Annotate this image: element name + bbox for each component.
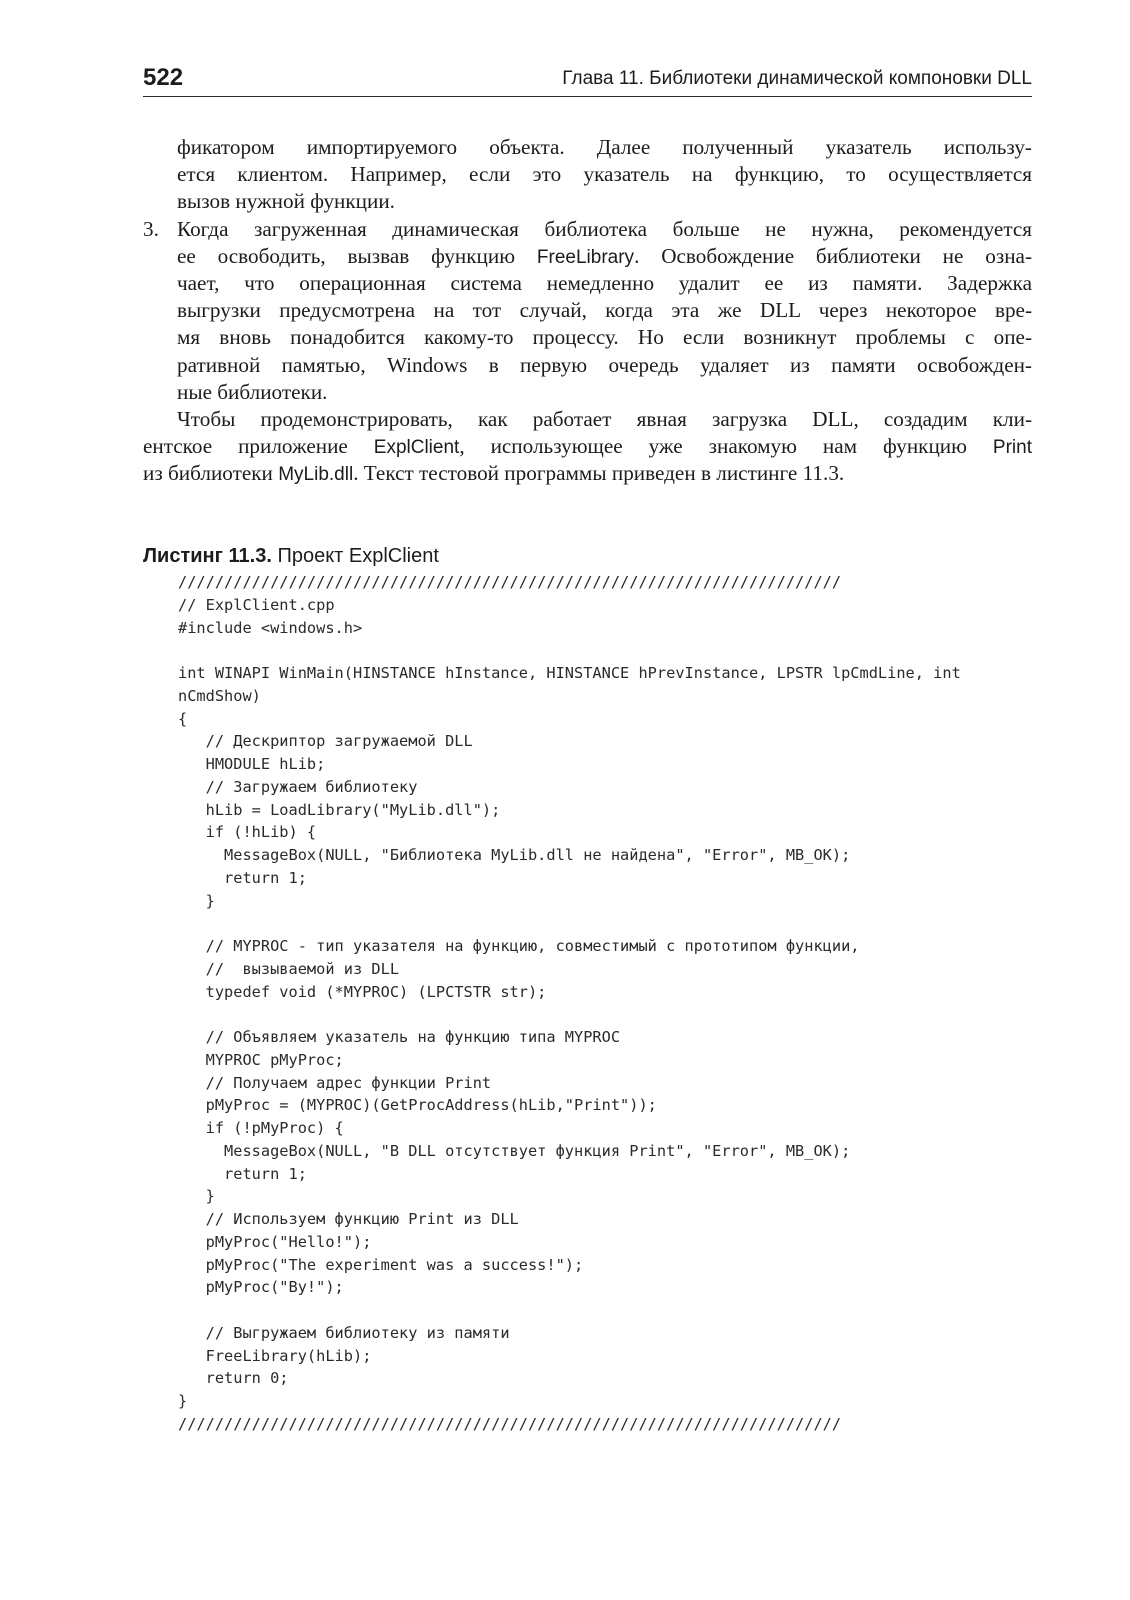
listing-caption	[143, 543, 439, 569]
text-fragment: ее освободить, вызвав функцию	[177, 243, 537, 268]
code-line	[178, 912, 1032, 935]
list-item-3-line: мя вновь понадобится какому-то процессу. Но если возникнут проблемы с опе-	[177, 325, 1032, 350]
code-line: // Дескриптор загружаемой DLL	[178, 732, 473, 751]
code-line: }	[178, 1392, 188, 1410]
list-item-3-line: ративной памятью, Windows в первую очередь удаляет из памяти освобожден-	[177, 352, 1032, 377]
code-line	[178, 1299, 1032, 1322]
code-line: pMyProc("Hello!");	[178, 1232, 372, 1251]
code-line: // Загружаем библиотеку	[178, 777, 418, 796]
code-listing	[178, 571, 1032, 1436]
list-item-3-line	[143, 243, 1032, 270]
code-line: // Выгружаем библиотеку из памяти	[178, 1323, 510, 1342]
list-item-3-line: ные библиотеки.	[177, 379, 328, 404]
code-line: pMyProc("The experiment was a success!");	[178, 1255, 584, 1274]
code-line: return 0;	[178, 1369, 289, 1388]
inline-code: ExplClient	[373, 437, 460, 459]
text-fragment: из библиотеки	[143, 461, 279, 486]
code-line: }	[178, 1187, 215, 1206]
list-item-3-line: чает, что операционная система немедленно удалит ее из памяти. Задержка	[177, 270, 1032, 295]
code-line: int WINAPI WinMain(HINSTANCE hInstance, HINSTANCE hPrevInstance, LPSTR lpCmdLine, int	[178, 664, 961, 682]
code-line: ////////////////////////////////////////////////////////////////////////	[178, 573, 842, 591]
listing-title: Проект ExplClient	[277, 545, 439, 567]
code-line: {	[178, 709, 188, 728]
text-fragment: . Текст тестовой программы приведен в листинге 11.3.	[353, 461, 845, 486]
list-item-number: 3.	[143, 216, 159, 241]
text-line: фикатором импортируемого объекта. Далее полученный указатель использу-	[177, 135, 1032, 159]
text-line: вызов нужной функции.	[177, 189, 395, 214]
code-line: HMODULE hLib;	[178, 755, 326, 773]
chapter-title: Глава 11. Библиотеки динамической компоновки DLL	[562, 68, 1032, 89]
code-line: // ExplClient.cpp	[178, 595, 335, 614]
code-line: pMyProc("By!");	[178, 1278, 344, 1297]
code-line: }	[178, 891, 215, 910]
text-fragment: , использующее уже знакомую нам функцию	[459, 434, 993, 459]
code-line: typedef void (*MYPROC) (LPCTSTR str);	[178, 982, 547, 1001]
code-line: return 1;	[178, 868, 307, 887]
text-line: Чтобы продемонстрировать, как работает явная загрузка DLL, создадим кли-	[177, 406, 1032, 431]
listing-label: Листинг 11.3.	[143, 545, 272, 567]
code-line	[178, 639, 1032, 662]
code-line: MessageBox(NULL, "Библиотека MyLib.dll не найдена", "Error", MB_OK);	[178, 846, 851, 864]
running-head	[143, 62, 1032, 97]
inline-code: MyLib.dll	[278, 464, 354, 486]
code-line: nCmdShow)	[178, 686, 261, 705]
code-line: if (!pMyProc) {	[178, 1119, 344, 1137]
code-line: #include <windows.h>	[178, 618, 363, 637]
code-line: MessageBox(NULL, "В DLL отсутствует функция Print", "Error", MB_OK);	[178, 1141, 851, 1160]
body-text	[143, 134, 1032, 487]
code-line: // Объявляем указатель на функцию типа MYPROC	[178, 1028, 621, 1046]
page-number: 522	[143, 64, 184, 91]
inline-code: FreeLibrary	[536, 246, 635, 268]
code-line: // Получаем адрес функции Print	[178, 1073, 492, 1092]
code-line	[178, 1003, 1032, 1026]
inline-code: Print	[992, 437, 1032, 459]
text-line: ется клиентом. Например, если это указатель на функцию, то осуществляется	[177, 162, 1032, 187]
code-line: MYPROC pMyProc;	[178, 1050, 344, 1069]
code-line: return 1;	[178, 1164, 307, 1183]
code-line: // вызываемой из DLL	[178, 959, 400, 978]
code-line: // MYPROC - тип указателя на функцию, совместимый с прототипом функции,	[178, 937, 860, 955]
text-fragment: . Освобождение библиотеки не озна-	[634, 243, 1032, 268]
text-line	[143, 460, 1032, 487]
code-line: hLib = LoadLibrary("MyLib.dll");	[178, 800, 501, 819]
code-line: // Используем функцию Print из DLL	[178, 1210, 519, 1228]
code-line: FreeLibrary(hLib);	[178, 1346, 372, 1365]
code-line: if (!hLib) {	[178, 823, 317, 842]
text-fragment: ентское приложение	[143, 434, 374, 459]
list-item-3-line: выгрузки предусмотрена на тот случай, когда эта же DLL через некоторое вре-	[177, 298, 1032, 323]
code-line: ////////////////////////////////////////////////////////////////////////	[178, 1414, 842, 1433]
text-fragment: Когда загруженная динамическая библиотека больше не нужна, рекомендуется	[177, 216, 1032, 241]
text-line	[143, 433, 1032, 460]
list-item-3-line	[143, 216, 1032, 243]
code-line: pMyProc = (MYPROC)(GetProcAddress(hLib,"Print"));	[178, 1096, 657, 1115]
